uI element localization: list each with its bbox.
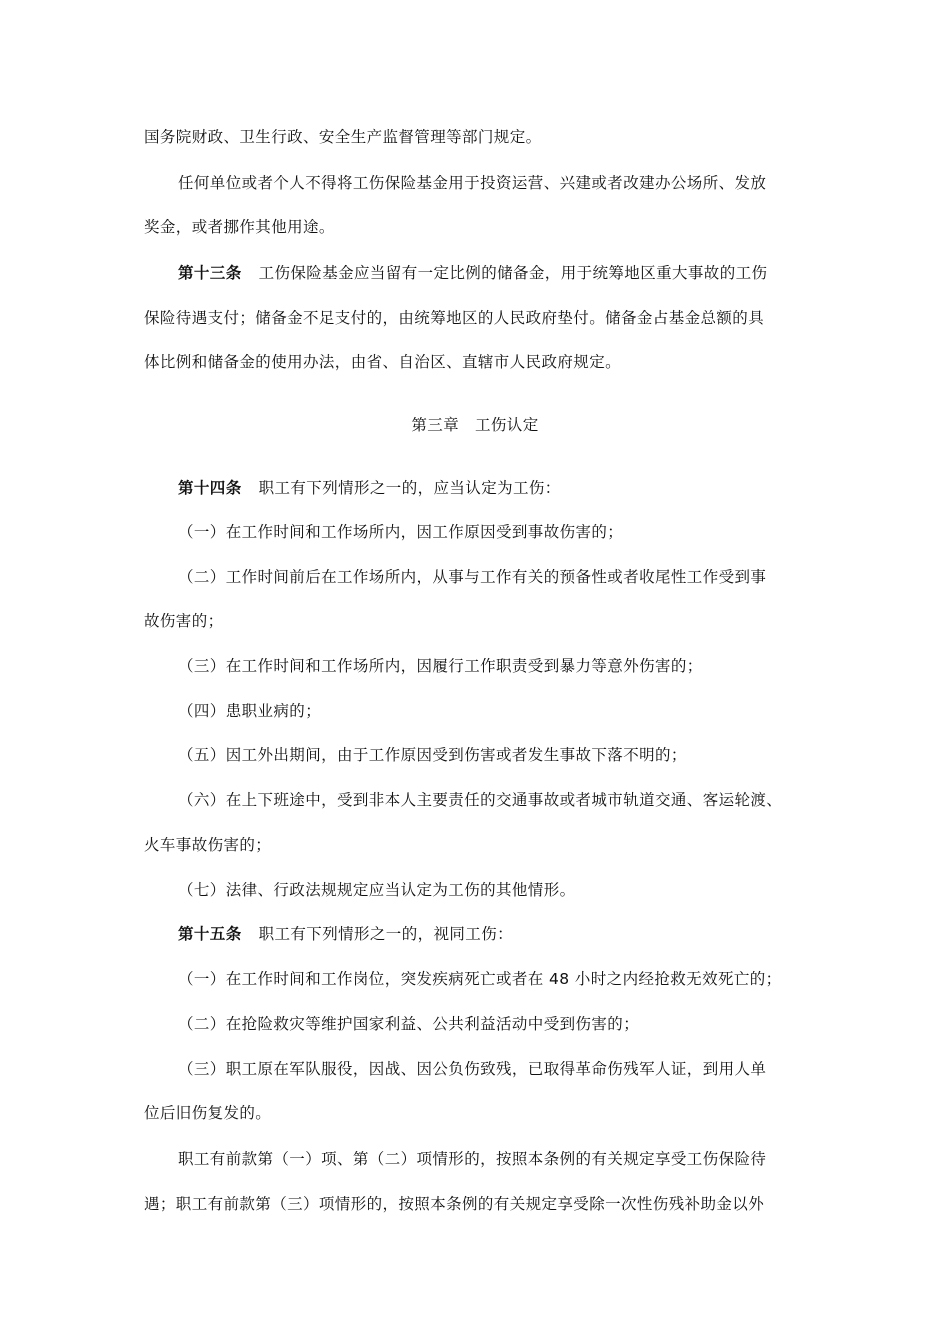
article-15-label: 第十五条: [178, 925, 242, 943]
article-13-line: [178, 262, 858, 284]
paragraph-line: 遇；职工有前款第（三）项情形的，按照本条例的有关规定享受除一次性伤残补助金以外: [144, 1195, 765, 1213]
paragraph-line: 任何单位或者个人不得将工伤保险基金用于投资运营、兴建或者改建办公场所、发放: [178, 174, 767, 192]
list-item: （三）职工原在军队服役，因战、因公负伤致残，已取得革命伤残军人证，到用人单: [178, 1060, 767, 1078]
paragraph-line: 奖金，或者挪作其他用途。: [144, 218, 335, 236]
article-13-label: 第十三条: [178, 264, 242, 282]
list-item: 位后旧伤复发的。: [144, 1104, 272, 1122]
article-14-line: [178, 477, 858, 499]
article-13-text: 工伤保险基金应当留有一定比例的储备金，用于统筹地区重大事故的工伤: [258, 264, 768, 282]
list-item: 火车事故伤害的；: [144, 836, 272, 854]
paragraph-line: 体比例和储备金的使用办法，由省、自治区、直辖市人民政府规定。: [144, 353, 622, 371]
list-item: （七）法律、行政法规规定应当认定为工伤的其他情形。: [178, 881, 576, 899]
paragraph-line: 国务院财政、卫生行政、安全生产监督管理等部门规定。: [144, 128, 542, 146]
article-14-label: 第十四条: [178, 479, 242, 497]
list-item: （三）在工作时间和工作场所内，因履行工作职责受到暴力等意外伤害的；: [178, 657, 703, 675]
list-item: （二）在抢险救灾等维护国家利益、公共利益活动中受到伤害的；: [178, 1015, 640, 1033]
chapter-title: 第三章 工伤认定: [411, 416, 539, 434]
list-item: （二）工作时间前后在工作场所内，从事与工作有关的预备性或者收尾性工作受到事: [178, 568, 767, 586]
list-item: （一）在工作时间和工作岗位，突发疾病死亡或者在 48 小时之内经抢救无效死亡的；: [178, 970, 782, 988]
list-item: 故伤害的；: [144, 612, 224, 630]
article-15-line: [178, 923, 858, 945]
list-item: （一）在工作时间和工作场所内，因工作原因受到事故伤害的；: [178, 523, 624, 541]
paragraph-line: 职工有前款第（一）项、第（二）项情形的，按照本条例的有关规定享受工伤保险待: [178, 1150, 767, 1168]
list-item: （六）在上下班途中，受到非本人主要责任的交通事故或者城市轨道交通、客运轮渡、: [178, 791, 783, 809]
paragraph-line: 保险待遇支付；储备金不足支付的，由统筹地区的人民政府垫付。储备金占基金总额的具: [144, 309, 765, 327]
article-14-text: 职工有下列情形之一的，应当认定为工伤：: [258, 479, 561, 497]
article-15-text: 职工有下列情形之一的，视同工伤：: [258, 925, 514, 943]
list-item: （五）因工外出期间，由于工作原因受到伤害或者发生事故下落不明的；: [178, 746, 687, 764]
list-item: （四）患职业病的；: [178, 702, 322, 720]
